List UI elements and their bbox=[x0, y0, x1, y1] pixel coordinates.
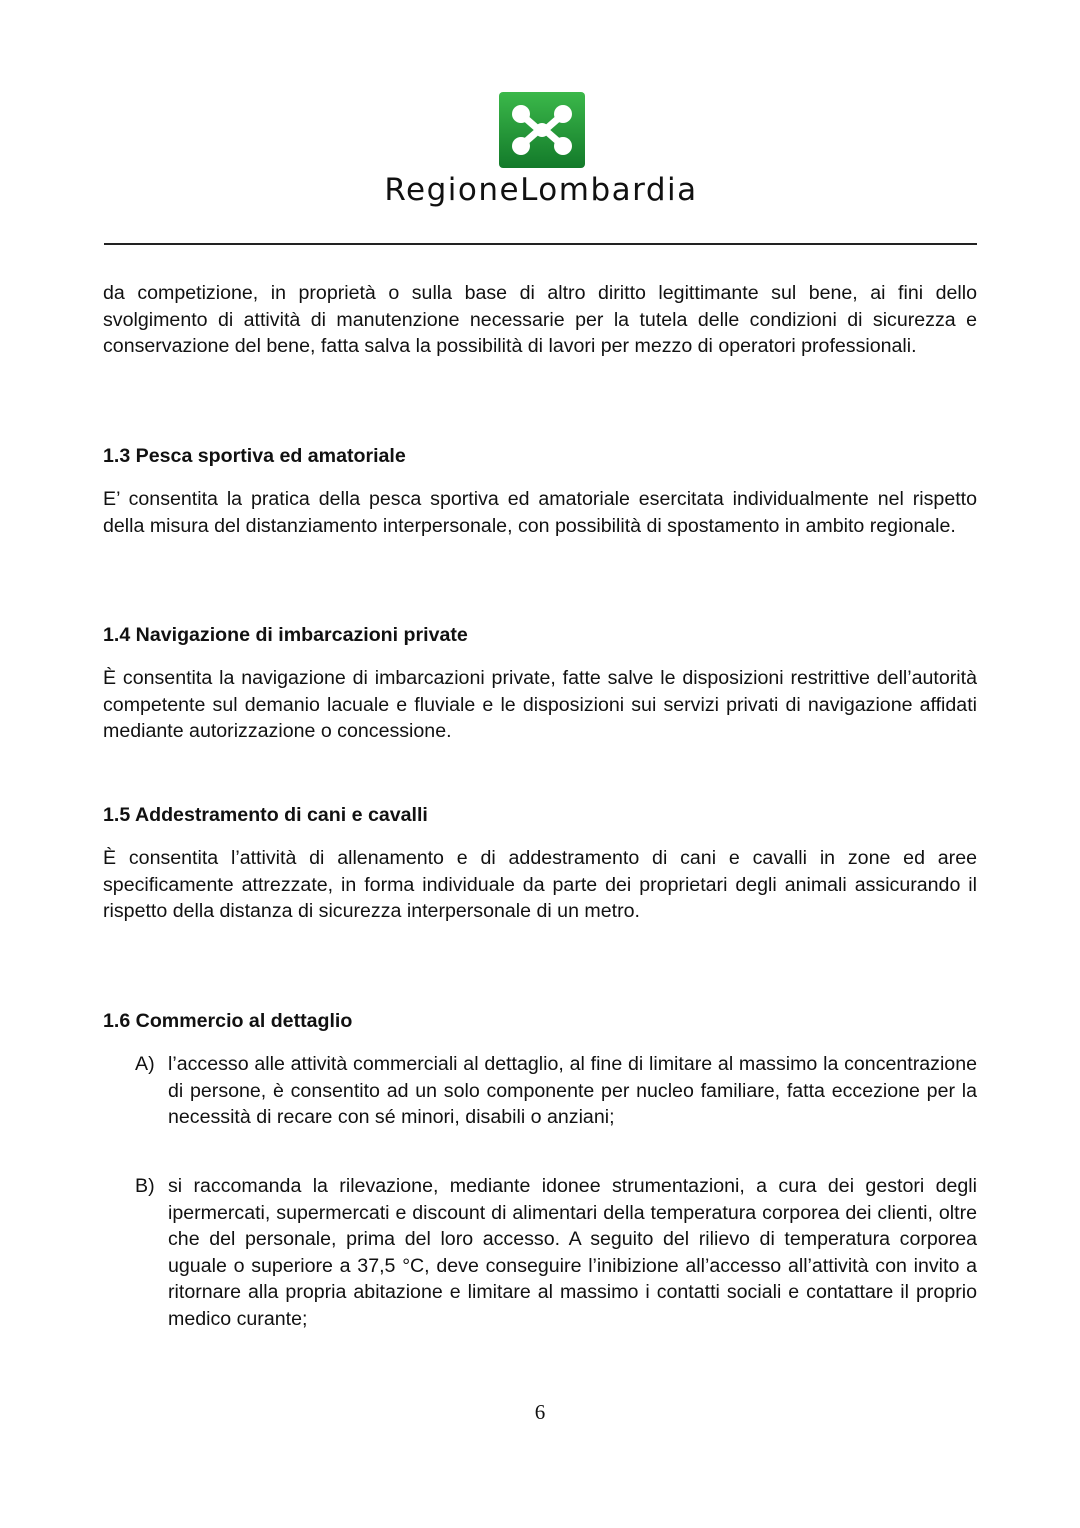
page-number: 6 bbox=[534, 1400, 546, 1424]
list-item-text: l’accesso alle attività commerciali al dettaglio, al fine di limitare al massimo la concentrazione di persone, è consentito ad un solo componente per nucleo familiare, fatta eccezione per la necessità di recare con sé minori, disabili o anziani; bbox=[168, 1053, 977, 1128]
section-paragraph-1-5: È consentita l’attività di allenamento e di addestramento di cani e cavalli in zone ed aree specificamente attrezzate, in forma individuale da parte dei proprietari degli animali assicurando il rispetto della distanza di sicurezza interpersonale di un metro. bbox=[103, 847, 977, 922]
section-heading-1-6: 1.6 Commercio al dettaglio bbox=[103, 1010, 353, 1032]
intro-paragraph: da competizione, in proprietà o sulla base di altro diritto legittimante sul bene, ai fini dello svolgimento di attività di manutenzione necessarie per la tutela delle condizioni di sicurezza e conservazione del bene, fatta salva la possibilità di lavori per mezzo di operatori professionali. bbox=[103, 282, 977, 357]
list-item-text: si raccomanda la rilevazione, mediante idonee strumentazioni, a cura dei gestori degli ipermercati, supermercati e discount di alimentari della temperatura corporea dei clienti, oltre che del personale, prima del loro accesso. A seguito del rilievo di temperatura corporea uguale o superiore a 37,5 °C, deve conseguire l’inibizione all’accesso all’attività con invito a ritornare alla propria abitazione e limitare al massimo i contatti sociali e contattare il proprio medico curante; bbox=[168, 1175, 977, 1330]
section-heading-1-5: 1.5 Addestramento di cani e cavalli bbox=[103, 804, 428, 826]
section-heading-1-4: 1.4 Navigazione di imbarcazioni private bbox=[103, 624, 468, 646]
list-marker: A) bbox=[135, 1053, 155, 1075]
list-marker: B) bbox=[135, 1175, 155, 1197]
section-paragraph-1-3: E’ consentita la pratica della pesca sportiva ed amatoriale esercitata individualmente nel rispetto della misura del distanziamento interpersonale, con possibilità di spostamento in ambito regionale. bbox=[103, 488, 977, 537]
header-divider bbox=[104, 243, 977, 245]
brand-wordmark: RegioneLombardia bbox=[384, 172, 698, 208]
section-heading-1-3: 1.3 Pesca sportiva ed amatoriale bbox=[103, 445, 406, 467]
regione-lombardia-logo-icon bbox=[499, 92, 585, 168]
section-paragraph-1-4: È consentita la navigazione di imbarcazioni private, fatte salve le disposizioni restrittive dell’autorità competente sul demanio lacuale e fluviale e le disposizioni sui servizi privati di navigazione affidati mediante autorizzazione o concessione. bbox=[103, 667, 977, 742]
